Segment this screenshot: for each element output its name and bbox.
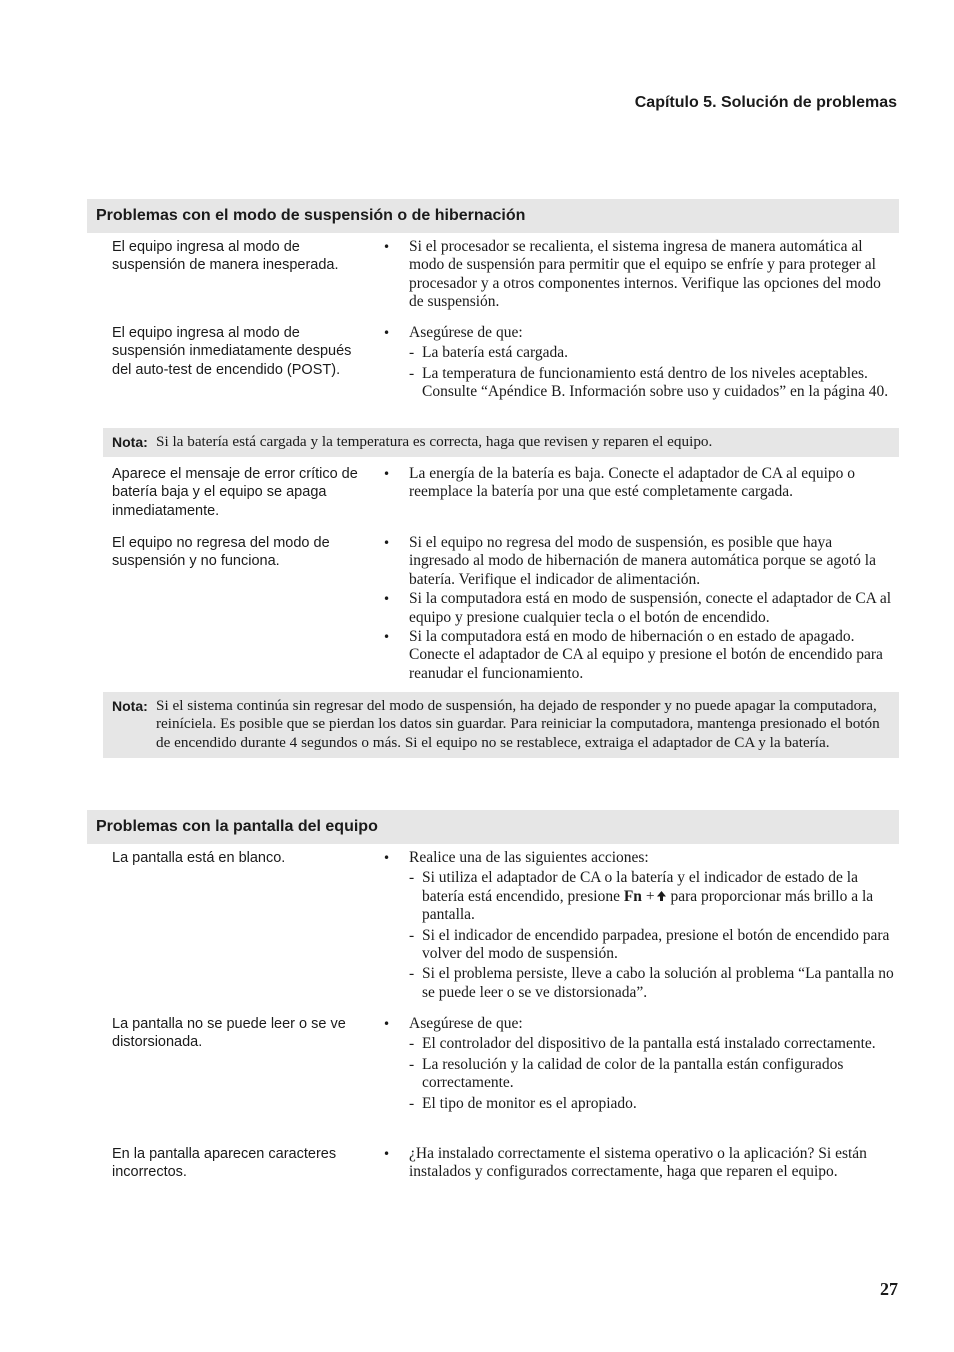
bullet-symbol: • <box>383 240 391 254</box>
note-text: Si el sistema continúa sin regresar del modo de suspensión, ha dejado de responder y no puede apagar la computadora, reiníciela. Es posible que se pierdan los datos sin guardar. Para reiniciar la computadora, mantenga presionado el botón de encendido durante 4 segundos o más. Si el equipo no se restablece, extraiga el adaptador de CA y la batería. <box>156 697 880 751</box>
dash-symbol: - <box>409 869 415 887</box>
solution-text: La energía de la batería es baja. Conecte el adaptador de CA al equipo o reemplace la batería por una que esté completamente cargada. <box>409 465 856 501</box>
solution-text: Asegúrese de que: <box>409 324 523 341</box>
note-label: Nota: <box>112 698 148 714</box>
solution-list <box>383 1145 895 1182</box>
bullet-symbol: • <box>383 1017 391 1031</box>
list-item <box>383 1145 895 1182</box>
bullet-symbol: • <box>383 1147 391 1161</box>
bullet-symbol: • <box>383 467 391 481</box>
list-item <box>383 849 895 1002</box>
sub-item <box>409 1035 895 1053</box>
dash-symbol: - <box>409 1035 415 1053</box>
dash-symbol: - <box>409 364 415 382</box>
solution-text: Si la computadora está en modo de hibernación o en estado de apagado. Conecte el adaptador de CA al equipo y presione el botón de encendido para reanudar el funcionamiento. <box>409 628 883 682</box>
list-item <box>383 238 895 312</box>
solution-list <box>383 324 895 402</box>
problem-text: El equipo ingresa al modo de suspensión de manera inesperada. <box>112 239 339 274</box>
bullet-symbol: • <box>383 326 391 340</box>
list-item <box>383 534 895 589</box>
section-heading-display: Problemas con la pantalla del equipo <box>87 810 899 844</box>
sub-item <box>409 927 895 964</box>
solution-list <box>383 238 895 312</box>
bullet-symbol: • <box>383 630 391 645</box>
list-item <box>383 590 895 627</box>
sub-item <box>409 344 895 362</box>
section-heading-sleep: Problemas con el modo de suspensión o de hibernación <box>87 199 899 233</box>
solution-list <box>383 465 895 502</box>
sub-item-text: Si utiliza el adaptador de CA o la batería y el indicador de estado de la batería está encendido, presione Fn + para proporcionar más brillo a la pantalla. <box>422 869 874 924</box>
list-item <box>383 465 895 502</box>
page-number: 27 <box>880 1279 898 1299</box>
problem-text: El equipo ingresa al modo de suspensión inmediatamente después del auto-test de encendido (POST). <box>112 325 352 378</box>
sub-item-text: El controlador del dispositivo de la pantalla está instalado correctamente. <box>422 1035 876 1053</box>
problem-text: Aparece el mensaje de error crítico de batería baja y el equipo se apaga inmediatamente. <box>112 466 358 519</box>
sub-item-text: El tipo de monitor es el apropiado. <box>422 1094 637 1112</box>
chapter-header: Capítulo 5. Solución de problemas <box>634 94 897 111</box>
bullet-symbol: • <box>383 592 391 607</box>
dash-symbol: - <box>409 965 415 983</box>
solution-list <box>383 534 895 683</box>
sub-item <box>409 365 895 402</box>
dash-symbol: - <box>409 1055 415 1073</box>
problem-text: El equipo no regresa del modo de suspensión y no funciona. <box>112 535 330 570</box>
problem-text: La pantalla está en blanco. <box>112 850 286 866</box>
sub-item-text: La temperatura de funcionamiento está dentro de los niveles aceptables. Consulte “Apéndice B. Información sobre uso y cuidados” en la página 40. <box>422 364 889 401</box>
bullet-symbol: • <box>383 536 391 550</box>
sub-item-text: La resolución y la calidad de color de la pantalla están configurados correctamente. <box>422 1055 844 1092</box>
solution-text: Si el procesador se recalienta, el sistema ingresa de manera automática al modo de suspensión para permitir que el equipo se enfríe y para proteger al procesador y a otros componentes internos. Verifique las opciones del modo de suspensión. <box>409 238 881 311</box>
arrow-up-icon <box>656 890 667 902</box>
sub-item-text: La batería está cargada. <box>422 344 569 362</box>
sub-item <box>409 965 895 1002</box>
note-box <box>103 428 899 457</box>
solution-list <box>383 1015 895 1113</box>
solution-text: Si el equipo no regresa del modo de suspensión, es posible que haya ingresado al modo de hibernación de manera automática porque se agotó la batería. Verifique el indicador de alimentación. <box>409 534 876 588</box>
note-box <box>103 692 899 758</box>
list-item <box>383 628 895 683</box>
sub-item <box>409 1056 895 1093</box>
bullet-symbol: • <box>383 851 391 865</box>
problem-text: La pantalla no se puede leer o se ve distorsionada. <box>112 1016 346 1051</box>
note-text: Si la batería está cargada y la temperatura es correcta, haga que revisen y reparen el equipo. <box>156 433 713 450</box>
solution-list <box>383 849 895 1002</box>
dash-symbol: - <box>409 344 415 362</box>
sub-item <box>409 869 895 924</box>
dash-symbol: - <box>409 926 415 944</box>
solution-text: Si la computadora está en modo de suspensión, conecte el adaptador de CA al equipo y presione cualquier tecla o el botón de encendido. <box>409 590 892 626</box>
solution-text: Asegúrese de que: <box>409 1015 523 1032</box>
problem-text: En la pantalla aparecen caracteres incorrectos. <box>112 1146 337 1181</box>
dash-symbol: - <box>409 1094 415 1112</box>
sub-item-text: Si el problema persiste, lleve a cabo la solución al problema “La pantalla no se puede leer o se ve distorsionada”. <box>422 965 894 1001</box>
list-item <box>383 1015 895 1113</box>
sub-item-text: Si el indicador de encendido parpadea, presione el botón de encendido para volver del modo de suspensión. <box>422 926 890 963</box>
sub-item <box>409 1095 895 1113</box>
fn-key-label: Fn <box>623 887 642 905</box>
solution-text: Realice una de las siguientes acciones: <box>409 849 649 866</box>
list-item <box>383 324 895 402</box>
solution-text: ¿Ha instalado correctamente el sistema operativo o la aplicación? Si están instalados y configurados correctamente, haga que reparen el equipo. <box>409 1145 867 1181</box>
note-label: Nota: <box>112 434 148 450</box>
